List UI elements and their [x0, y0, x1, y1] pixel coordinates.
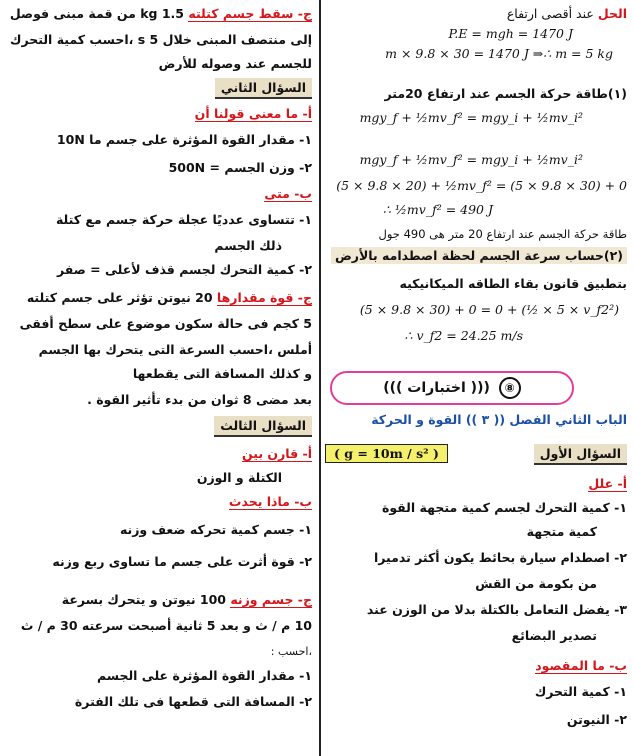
what-happens-label	[229, 494, 312, 510]
part2-title	[331, 248, 627, 264]
body-weight-line-5: ٢- المسافة التى قطعها فى تلك الفترة	[74, 694, 312, 709]
chapter-title	[371, 412, 627, 428]
velocity-eq-1: (5 × 9.8 × 30) + 0 = 0 + (½ × 5 × v_f2²)	[359, 302, 619, 317]
force-problem-line-2: 5 كجم فى حالة سكون موضوع على سطح أفقى	[19, 316, 312, 331]
part1-result: طاقة حركة الجسم عند ارتفاع 20 متر هى 490 جول	[378, 227, 627, 241]
meaning-said-label	[195, 106, 312, 122]
part1-title: (١)طاقة حركة الجسم عند ارتفاع 20متر	[384, 86, 627, 101]
solution-header	[507, 6, 627, 22]
fall-problem-line-1	[10, 6, 312, 22]
what-happens-item-2: ٢- قوة أثرت على جسم ما تساوى ربع وزنه	[52, 554, 312, 569]
force-problem-text-1: 20 نيوتن تؤثر على جسم كتلته	[26, 290, 213, 305]
body-weight-line-1	[62, 592, 312, 608]
when-item-2: ٢- كمية التحرك لجسم قذف لأعلى = صفر	[56, 262, 312, 277]
gravity-value: ( g = 10m / s² )	[325, 444, 448, 463]
when-item-1: ١- تتساوى عدديًا عجلة حركة جسم مع كتلة	[55, 212, 312, 227]
energy-eq-4: ∴ ½mv_f² = 490 J	[382, 202, 493, 217]
solution-header-text: عند أقصى ارتفاع	[506, 6, 594, 21]
what-happens-label-text: ب- ماذا يحدث	[228, 494, 312, 509]
solution-label: الحل	[597, 6, 627, 21]
compare-text: الكتلة و الوزن	[196, 470, 282, 485]
why-item-1: ١- كمية التحرك لجسم كمية متجهة القوة	[381, 500, 627, 515]
q1-label: السؤال الأول	[534, 444, 627, 465]
part2-law: بتطبيق قانون بقاء الطاقه الميكانيكيه	[399, 276, 627, 291]
force-problem-line-4: و كذلك المسافة التى يقطعها	[132, 366, 312, 381]
exams-title: ((( اختبارات )))	[383, 380, 490, 396]
why-label	[588, 476, 627, 492]
body-weight-label: ج- جسم وزنه	[230, 592, 312, 607]
why-item-3: ٣- يفضل التعامل بالكتلة بدلا من الوزن عند	[366, 602, 627, 617]
meaning-said-item-2: ٢- وزن الجسم = 500N	[168, 160, 312, 175]
meaning-label	[535, 658, 627, 674]
fall-problem-line-2: إلى منتصف المبنى خلال 5 s ،احسب كمية التحرك	[10, 32, 312, 47]
q1-header	[534, 446, 627, 462]
mass-equation: m × 9.8 × 30 = 1470 J ⇒∴ m = 5 kg	[385, 46, 613, 61]
when-label-text: ب- متى	[264, 186, 312, 201]
force-problem-label: ج- قوة مقدارها	[216, 290, 312, 305]
meaning-said-label-text: أ- ما معنى قولنا أن	[194, 106, 312, 121]
q3-label: السؤال الثالث	[214, 416, 312, 437]
q2-header	[215, 80, 312, 96]
what-happens-item-1: ١- جسم كمية تحركه ضعف وزنه	[119, 522, 312, 537]
exam-number-badge: ⑧	[499, 377, 521, 399]
q3-header	[214, 418, 312, 434]
meaning-item-2: ٢- النيوتن	[566, 712, 627, 727]
exams-banner	[330, 371, 574, 405]
compare-label-text: أ- قارن بين	[242, 446, 312, 461]
why-item-2: ٢- اصطدام سيارة بحائط يكون أكثر تدميرا	[373, 550, 627, 565]
when-item-1b: ذلك الجسم	[214, 238, 282, 253]
fall-problem-label: ج- سقط جسم كتلته	[188, 6, 312, 21]
q2-label: السؤال الثاني	[215, 78, 312, 99]
part2-title-text: (٢)حساب سرعة الجسم لحظة اصطدامه بالأرض	[331, 247, 627, 264]
force-problem-line-5: بعد مضى 8 ثوان من بدء تأثير القوة .	[87, 392, 312, 407]
why-label-text: أ- علل	[588, 476, 627, 491]
energy-eq-1: mgy_f + ½mv_f² = mgy_i + ½mv_i²	[359, 110, 583, 125]
body-weight-line-4: ١- مقدار القوة المؤثرة على الجسم	[96, 668, 312, 683]
why-item-3b: تصدير البضائع	[511, 628, 597, 643]
meaning-label-text: ب- ما المقصود	[535, 658, 627, 673]
why-item-2b: من بكومة من القش	[475, 576, 597, 591]
force-problem-line-3: أملس ،احسب السرعة التى يتحرك بها الجسم	[38, 342, 312, 357]
meaning-item-1: ١- كمية التحرك	[534, 684, 627, 699]
fall-problem-text-1: 1.5 kg من قمة مبنى فوصل	[9, 6, 185, 21]
velocity-eq-2: ∴ v_f2 = 24.25 m/s	[404, 328, 523, 343]
why-item-1b: كمية متجهة	[526, 524, 597, 539]
when-label	[264, 186, 312, 202]
pe-equation: P.E = mgh = 1470 J	[448, 26, 573, 41]
chapter-title-text: الباب الثاني الفصل (( ٣ )) القوة و الحركة	[371, 412, 627, 427]
compare-label	[242, 446, 312, 462]
gravity-box	[325, 446, 448, 462]
energy-eq-3: (5 × 9.8 × 20) + ½mv_f² = (5 × 9.8 × 30) + 0	[336, 178, 627, 193]
fall-problem-line-3: للجسم عند وصوله للأرض	[158, 56, 312, 71]
meaning-said-item-1: ١- مقدار القوة المؤثرة على جسم ما 10N	[56, 132, 312, 147]
body-weight-line-2: 10 م / ث و بعد 5 ثانية أصبحت سرعته 30 م / ث	[20, 618, 312, 633]
body-weight-line-3: ،احسب :	[270, 645, 312, 658]
force-problem-line-1	[27, 290, 312, 306]
energy-eq-2: mgy_f + ½mv_f² = mgy_i + ½mv_i²	[359, 152, 583, 167]
body-weight-text-1: 100 نيوتن و يتحرك بسرعة	[61, 592, 226, 607]
